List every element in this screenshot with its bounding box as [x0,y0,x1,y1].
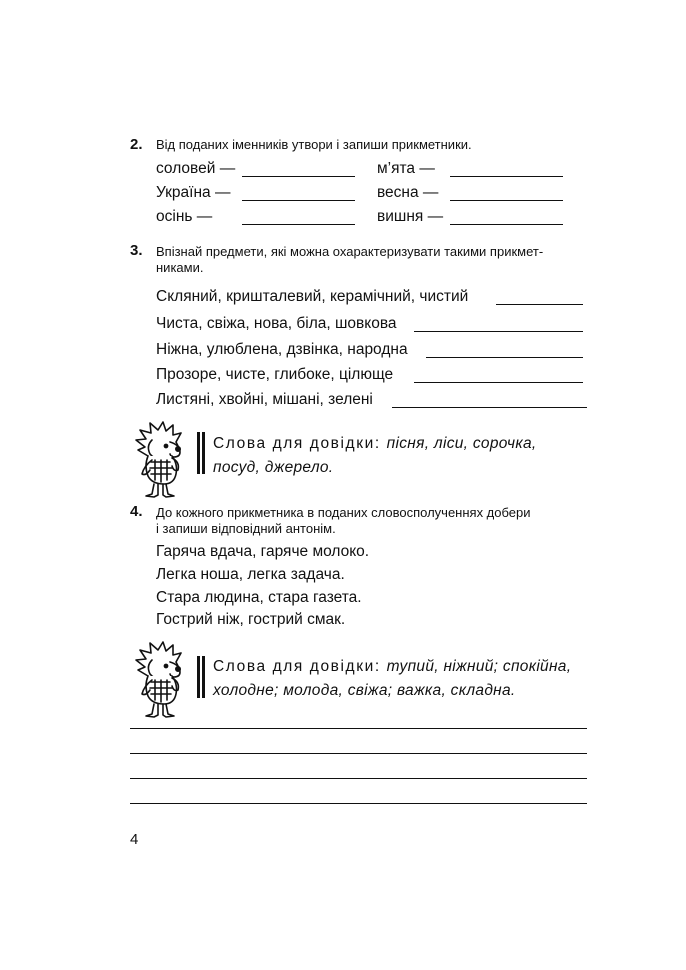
answer-line[interactable] [426,357,583,358]
task-4-number: 4. [130,503,143,520]
answer-line[interactable] [496,304,583,305]
hint-words-line-2: холодне; молода, свіжа; важка, складна. [213,682,516,699]
task-2-instruction: Від поданих іменників утвори і запиши прикметники. [156,137,472,152]
writing-line[interactable] [130,728,587,729]
word-item: вишня — [377,208,444,225]
answer-line[interactable] [450,176,563,177]
answer-line[interactable] [450,200,563,201]
page-number: 4 [130,831,139,848]
answer-line[interactable] [414,331,583,332]
word-item: соловей — [156,160,236,177]
word-item: весна — [377,184,439,201]
writing-line[interactable] [130,803,587,804]
task-2-number: 2. [130,136,143,153]
word-item: Україна — [156,184,231,201]
hedgehog-icon [128,640,190,722]
task-4-row: Стара людина, стара газета. [156,589,362,606]
word-item: м’ята — [377,160,435,177]
task-4-row: Легка ноша, легка задача. [156,566,345,583]
hint-words-line-2: посуд, джерело. [213,459,334,476]
hint-bar-icon [197,656,206,698]
answer-line[interactable] [392,407,587,408]
answer-line[interactable] [242,224,355,225]
answer-line[interactable] [414,382,583,383]
answer-line[interactable] [242,200,355,201]
hint-label: Слова для довідки: [213,658,381,675]
task-3-row: Листяні, хвойні, мішані, зелені [156,391,373,408]
task-4-row: Гаряча вдача, гаряче молоко. [156,543,370,560]
task-3-instruction-line-2: никами. [156,260,204,275]
hint-label: Слова для довідки: [213,435,381,452]
task-3-row: Прозоре, чисте, глибоке, цілюще [156,366,394,383]
task-3-row: Ніжна, улюблена, дзвінка, народна [156,341,408,358]
answer-line[interactable] [242,176,355,177]
hint-bar-icon [197,432,206,474]
hint-words-line-1: пісня, ліси, сорочка, [386,435,537,452]
task-3-row: Скляний, кришталевий, керамічний, чистий [156,288,469,305]
writing-line[interactable] [130,753,587,754]
task-4-row: Гострий ніж, гострий смак. [156,611,346,628]
answer-line[interactable] [450,224,563,225]
task-4-instruction-line-1: До кожного прикметника в поданих словосполученнях добери [156,505,531,520]
writing-line[interactable] [130,778,587,779]
task-4-hint [213,655,598,703]
task-3-row: Чиста, свіжа, нова, біла, шовкова [156,315,397,332]
task-3-number: 3. [130,242,143,259]
hint-words-line-1: тупий, ніжний; спокійна, [386,658,572,675]
task-3-hint [213,432,593,480]
word-item: осінь — [156,208,213,225]
task-4-instruction-line-2: і запиши відповідний антонім. [156,521,336,536]
hedgehog-icon [128,420,190,502]
task-3-instruction-line-1: Впізнай предмети, які можна охарактеризувати такими прикмет- [156,244,544,259]
